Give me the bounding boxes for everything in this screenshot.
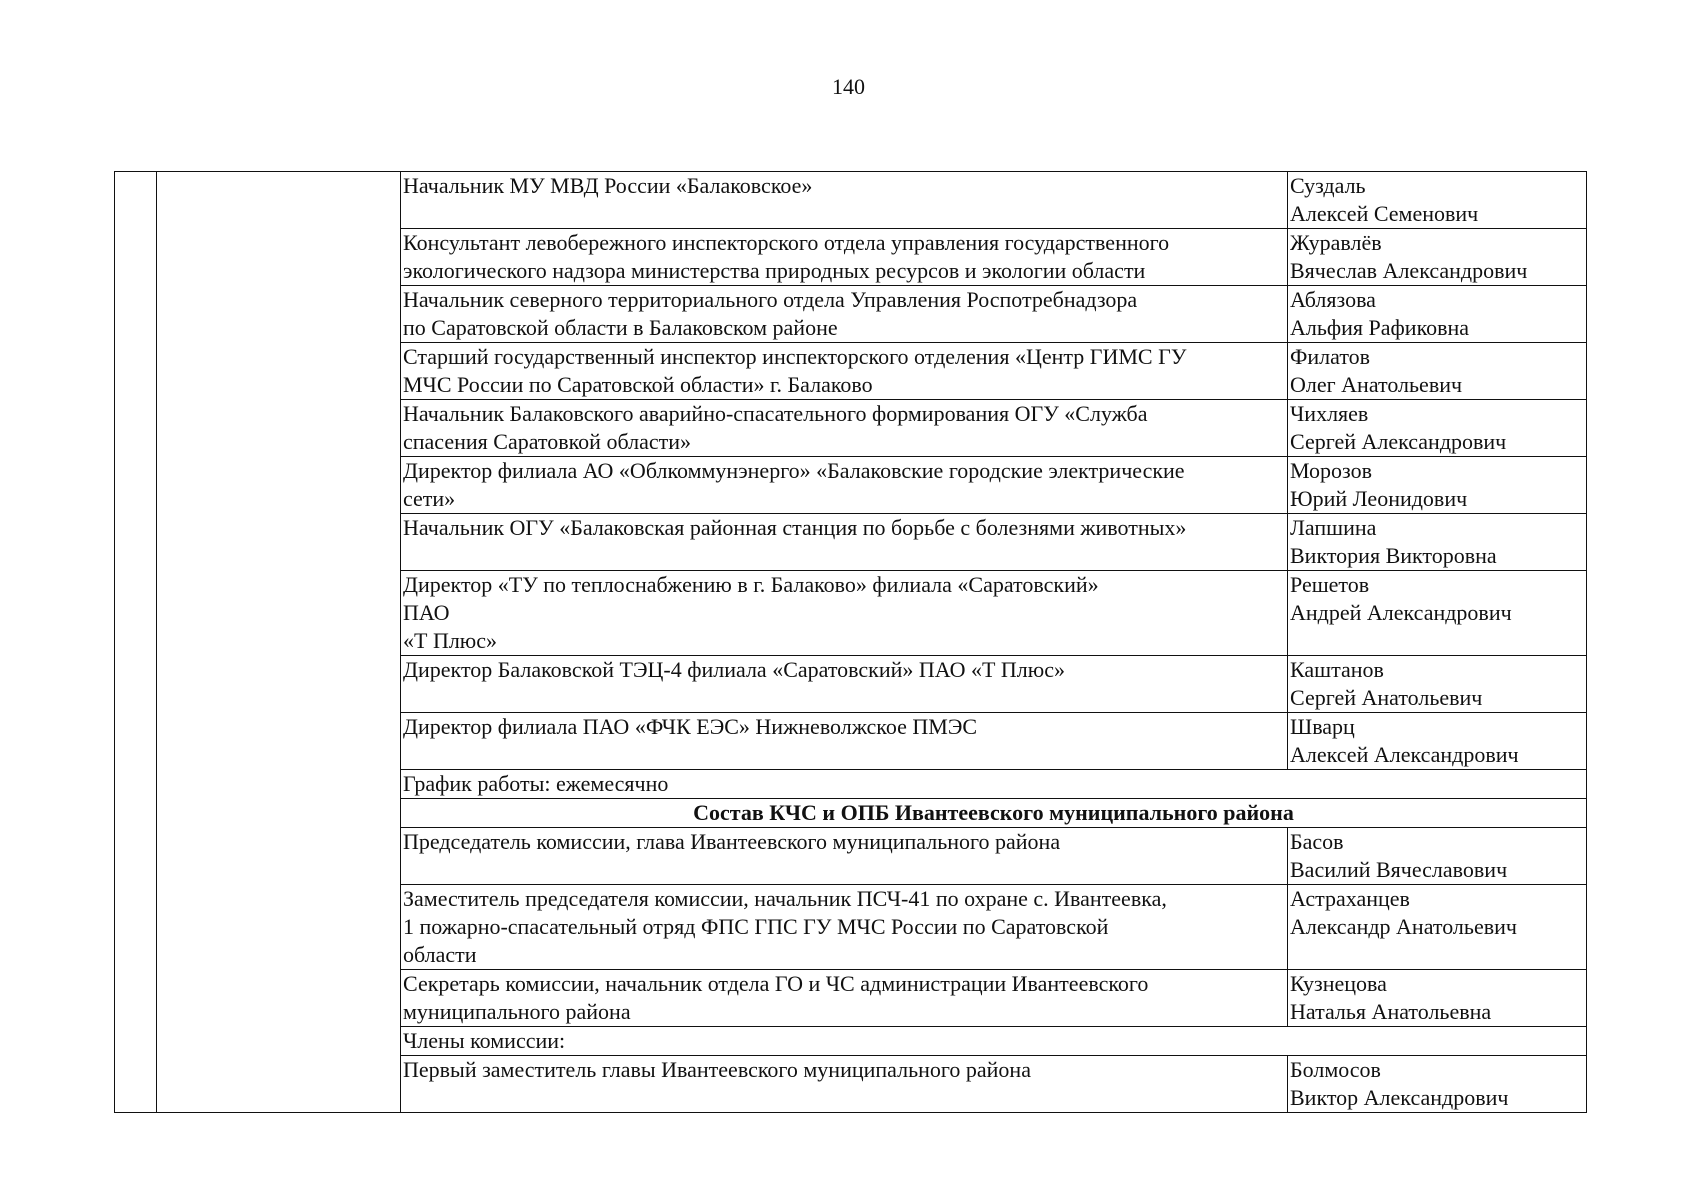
position-cell: Директор филиала АО «Облкоммунэнерго» «Балаковские городские электрические сети» (401, 457, 1288, 514)
position-cell: Директор «ТУ по теплоснабжению в г. Балаково» филиала «Саратовский» ПАО «Т Плюс» (401, 571, 1288, 656)
name-cell: Астраханцев Александр Анатольевич (1288, 885, 1587, 970)
name-cell: Кузнецова Наталья Анатольевна (1288, 970, 1587, 1027)
name-cell: Болмосов Виктор Александрович (1288, 1056, 1587, 1113)
position-cell: Начальник Балаковского аварийно-спасательного формирования ОГУ «Служба спасения Саратовкой области» (401, 400, 1288, 457)
section-title: Состав КЧС и ОПБ Ивантеевского муниципального района (401, 799, 1587, 828)
members-label: Члены комиссии: (401, 1027, 1587, 1056)
position-cell: Старший государственный инспектор инспекторского отделения «Центр ГИМС ГУ МЧС России по Саратовской области» г. Балаково (401, 343, 1288, 400)
position-cell: Начальник северного территориального отдела Управления Роспотребнадзора по Саратовской области в Балаковском районе (401, 286, 1288, 343)
name-cell: Чихляев Сергей Александрович (1288, 400, 1587, 457)
position-cell: Директор филиала ПАО «ФЧК ЕЭС» Нижневолжское ПМЭС (401, 713, 1288, 770)
position-cell: Председатель комиссии, глава Ивантеевского муниципального района (401, 828, 1288, 885)
position-cell: Начальник ОГУ «Балаковская районная станция по борьбе с болезнями животных» (401, 514, 1288, 571)
index-cell (115, 172, 157, 1113)
position-cell: Директор Балаковской ТЭЦ-4 филиала «Саратовский» ПАО «Т Плюс» (401, 656, 1288, 713)
name-cell: Морозов Юрий Леонидович (1288, 457, 1587, 514)
position-cell: Начальник МУ МВД России «Балаковское» (401, 172, 1288, 229)
name-cell: Лапшина Виктория Викторовна (1288, 514, 1587, 571)
page-number: 140 (832, 74, 865, 99)
district-cell (157, 172, 401, 1113)
position-cell: Заместитель председателя комиссии, начальник ПСЧ-41 по охране с. Ивантеевка, 1 пожарно-спасательный отряд ФПС ГПС ГУ МЧС России по Саратовской области (401, 885, 1288, 970)
name-cell: Решетов Андрей Александрович (1288, 571, 1587, 656)
position-cell: Первый заместитель главы Ивантеевского муниципального района (401, 1056, 1288, 1113)
schedule-cell: График работы: ежемесячно (401, 770, 1587, 799)
name-cell: Суздаль Алексей Семенович (1288, 172, 1587, 229)
commission-table (114, 171, 1587, 1113)
position-cell: Секретарь комиссии, начальник отдела ГО и ЧС администрации Ивантеевского муниципального района (401, 970, 1288, 1027)
name-cell: Шварц Алексей Александрович (1288, 713, 1587, 770)
name-cell: Филатов Олег Анатольевич (1288, 343, 1587, 400)
position-cell: Консультант левобережного инспекторского отдела управления государственного экологического надзора министерства природных ресурсов и экологии области (401, 229, 1288, 286)
name-cell: Журавлёв Вячеслав Александрович (1288, 229, 1587, 286)
name-cell: Басов Василий Вячеславович (1288, 828, 1587, 885)
name-cell: Каштанов Сергей Анатольевич (1288, 656, 1587, 713)
table-row (115, 172, 1587, 229)
name-cell: Аблязова Альфия Рафиковна (1288, 286, 1587, 343)
